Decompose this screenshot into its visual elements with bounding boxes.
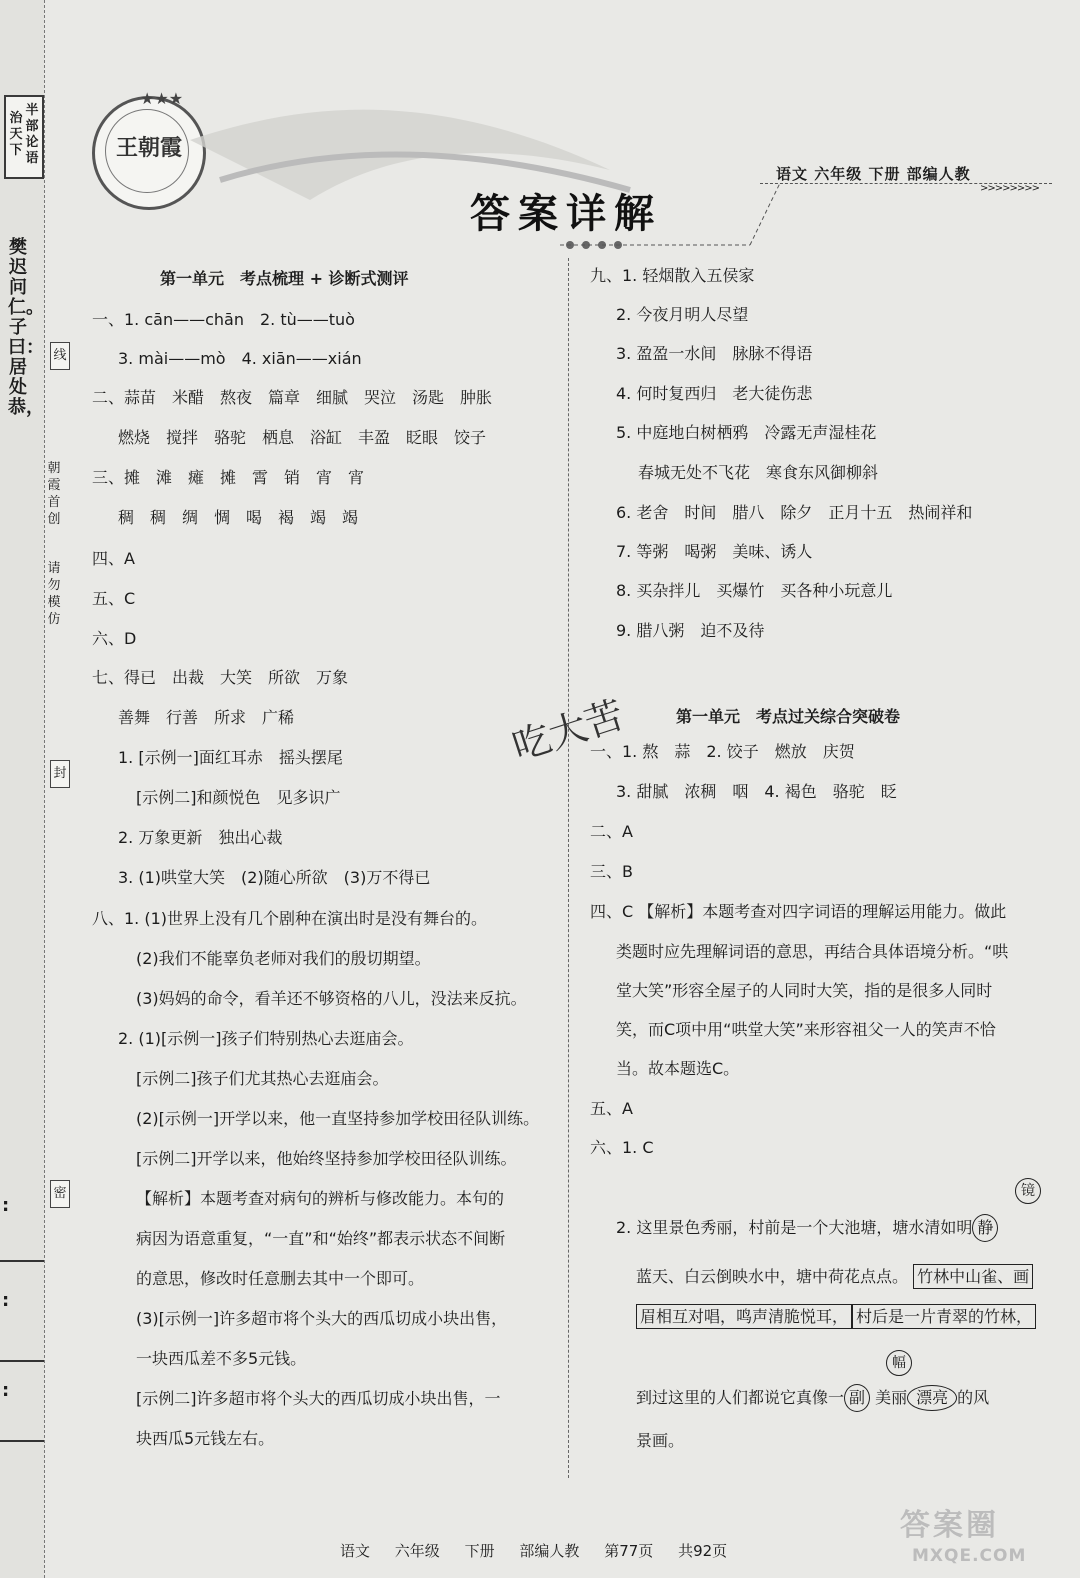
analysis-line: 四、C 【解析】本题考查对四字词语的理解运用能力。做此 <box>590 902 1007 921</box>
q2-text-6: 的风 <box>957 1388 990 1407</box>
answer-line: 2. (1)[示例一]孩子们特别热心去逛庙会。 <box>118 1029 414 1048</box>
cut-label-secret: 密 <box>50 1180 70 1208</box>
margin-quote: 樊迟问仁。子曰：居处恭， <box>8 237 44 418</box>
footer-edition: 部编人教 <box>519 1542 580 1560</box>
page-title: 答案详解 <box>470 190 662 237</box>
answer-line: 8. 买杂拌儿 买爆竹 买各种小玩意儿 <box>616 581 893 600</box>
proofread-line-1 <box>616 1214 998 1242</box>
answer-line: 二、蒜苗 米醋 熬夜 篇章 细腻 哭泣 汤匙 肿胀 <box>92 388 493 407</box>
slogan-box <box>4 95 44 179</box>
proofread-line-4 <box>636 1384 989 1412</box>
answer-line: 一块西瓜差不多5元钱。 <box>136 1349 307 1368</box>
info-line-1 <box>0 1260 44 1262</box>
page-footer <box>340 1540 747 1561</box>
answer-line: (3)[示例一]许多超市将个头大的西瓜切成小块出售， <box>136 1309 508 1328</box>
brand-logo <box>92 89 206 210</box>
q2-text-5: 美丽 <box>875 1388 908 1407</box>
answer-line: 块西瓜5元钱左右。 <box>136 1429 275 1448</box>
answer-line: [示例二]孩子们尤其热心去逛庙会。 <box>136 1069 389 1088</box>
answer-line: [示例二]开学以来，他始终坚持参加学校田径队训练。 <box>136 1149 517 1168</box>
info-colon-3: : <box>2 1380 10 1401</box>
q2-text-3: 眉相互对唱，鸣声清脆悦耳， <box>636 1304 852 1329</box>
answer-line: 5. 中庭地白树栖鸦 冷露无声湿桂花 <box>616 423 877 442</box>
answer-line: 稠 稠 绸 惆 喝 褐 竭 竭 <box>118 508 359 527</box>
boxed-phrase-1: 竹林中山雀、画 <box>913 1264 1033 1289</box>
footer-subject: 语文 <box>340 1542 371 1560</box>
circled-error-2: 副 <box>844 1384 870 1412</box>
analysis-line: 的意思，修改时任意删去其中一个即可。 <box>136 1269 425 1288</box>
answer-line: 七、得已 出裁 大笑 所欲 万象 <box>92 668 349 687</box>
footer-term: 下册 <box>464 1542 495 1560</box>
correction-above-2: 幅 <box>886 1350 912 1376</box>
info-colon-1: : <box>2 1195 10 1216</box>
answer-line: 二、A <box>590 822 633 841</box>
info-line-3 <box>0 1440 44 1442</box>
answer-line: 7. 等粥 喝粥 美味、诱人 <box>616 542 813 561</box>
footer-page: 第77页 <box>604 1542 654 1560</box>
circled-error-1: 静 <box>972 1214 998 1242</box>
answer-line: 3. mài——mò 4. xiān——xián <box>118 349 362 368</box>
proofread-line-5: 景画。 <box>636 1431 685 1450</box>
answer-line: 五、A <box>590 1099 633 1118</box>
answer-line: 善舞 行善 所求 广稀 <box>118 708 295 727</box>
analysis-line: 笑，而C项中用“哄堂大笑”来形容祖父一人的笑声不恰 <box>616 1020 996 1039</box>
deleted-word: 漂亮 <box>907 1385 957 1411</box>
q2-text-2: 蓝天、白云倒映水中，塘中荷花点点。 <box>636 1267 909 1286</box>
analysis-line: 【解析】本题考查对病句的辨析与修改能力。本句的 <box>136 1189 505 1208</box>
answer-line: 四、A <box>92 549 135 568</box>
analysis-line: 类题时应先理解词语的意思，再结合具体语境分析。“哄 <box>616 942 1009 961</box>
watermark-url: MXQE.COM <box>912 1546 1027 1566</box>
answer-line: 三、B <box>590 862 633 881</box>
column-divider <box>568 258 569 1478</box>
book-tag: 语文 六年级 下册 部编人教 <box>776 165 971 183</box>
answer-line: 3. (1)哄堂大笑 (2)随心所欲 (3)万不得已 <box>118 868 431 887</box>
crown-icon: ★★★ <box>140 89 184 108</box>
q2-number: 2. <box>616 1218 632 1237</box>
answer-line: [示例二]许多超市将个头大的西瓜切成小块出售，一 <box>136 1389 501 1408</box>
answer-line: 一、1. 熬 蒜 2. 饺子 燃放 庆贺 <box>590 742 855 761</box>
answer-line: 1. [示例一]面红耳赤 摇头摆尾 <box>118 748 343 767</box>
analysis-line: 病因为语意重复，“一直”和“始终”都表示状态不间断 <box>136 1229 506 1248</box>
cut-label-seal: 封 <box>50 760 70 788</box>
brand-name: 王朝霞 <box>115 135 182 161</box>
analysis-line: 当。故本题选C。 <box>616 1059 740 1078</box>
margin-note-2: 请勿模仿 <box>47 561 61 627</box>
answer-line: (3)妈妈的命令，看羊还不够资格的八儿，没法来反抗。 <box>136 989 527 1008</box>
answer-line: 六、1. C <box>590 1138 654 1157</box>
q2-text-1: 这里景色秀丽，村前是一个大池塘，塘水清如明 <box>636 1218 973 1237</box>
answer-line: 一、1. cān——chān 2. tù——tuò <box>92 310 355 329</box>
answer-line: (2)我们不能辜负老师对我们的殷切期望。 <box>136 949 431 968</box>
answer-line: 燃烧 搅拌 骆驼 栖息 浴缸 丰盈 眨眼 饺子 <box>118 428 487 447</box>
answer-line: 九、1. 轻烟散入五侯家 <box>590 266 755 285</box>
right-section-title: 第一单元 考点过关综合突破卷 <box>676 707 901 726</box>
answer-line: 3. 甜腻 浓稠 咽 4. 褐色 骆驼 眨 <box>616 782 897 801</box>
handwritten-note: 吃大苦 <box>507 692 630 770</box>
answer-line: 五、C <box>92 589 136 608</box>
correction-above-1: 镜 <box>1015 1178 1041 1204</box>
answer-line: 2. 今夜月明人尽望 <box>616 305 749 324</box>
answer-line: 3. 盈盈一水间 脉脉不得语 <box>616 344 813 363</box>
boxed-phrase-2: 村后是一片青翠的竹林， <box>852 1304 1036 1329</box>
left-section-title: 第一单元 考点梳理 + 诊断式测评 <box>160 269 409 288</box>
answer-line: 春城无处不飞花 寒食东风御柳斜 <box>638 463 879 482</box>
answer-line: 八、1. (1)世界上没有几个剧种在演出时是没有舞台的。 <box>92 909 488 928</box>
answer-line: 2. 万象更新 独出心裁 <box>118 828 283 847</box>
answer-line: 三、摊 滩 瘫 摊 霄 销 宵 宵 <box>92 468 365 487</box>
info-colon-2: : <box>2 1290 10 1311</box>
slogan-col-1: 半部论语 <box>25 103 39 166</box>
answer-line: 9. 腊八粥 迫不及待 <box>616 621 765 640</box>
q2-text-4: 到过这里的人们都说它真像一 <box>636 1388 845 1407</box>
watermark: 答案圈 <box>900 1508 999 1543</box>
footer-grade: 六年级 <box>394 1542 440 1560</box>
answer-line: 4. 何时复西归 老大徒伤悲 <box>616 384 813 403</box>
chevron-decoration: >>>>>>>> <box>980 183 1040 194</box>
answer-line: (2)[示例一]开学以来，他一直坚持参加学校田径队训练。 <box>136 1109 540 1128</box>
proofread-line-3 <box>636 1306 1036 1328</box>
cut-label-line: 线 <box>50 342 70 370</box>
slogan-col-2: 治天下 <box>9 111 23 158</box>
answer-line: 六、D <box>92 629 137 648</box>
margin-note-1: 朝霞首创 <box>47 461 61 527</box>
proofread-line-2 <box>636 1266 1033 1288</box>
info-line-2 <box>0 1360 44 1362</box>
cut-line <box>44 0 45 1578</box>
analysis-line: 堂大笑”形容全屋子的人同时大笑，指的是很多人同时 <box>616 981 993 1000</box>
answer-line: 6. 老舍 时间 腊八 除夕 正月十五 热闹祥和 <box>616 503 973 522</box>
footer-total: 共92页 <box>678 1542 728 1560</box>
answer-line: [示例二]和颜悦色 见多识广 <box>136 788 341 807</box>
